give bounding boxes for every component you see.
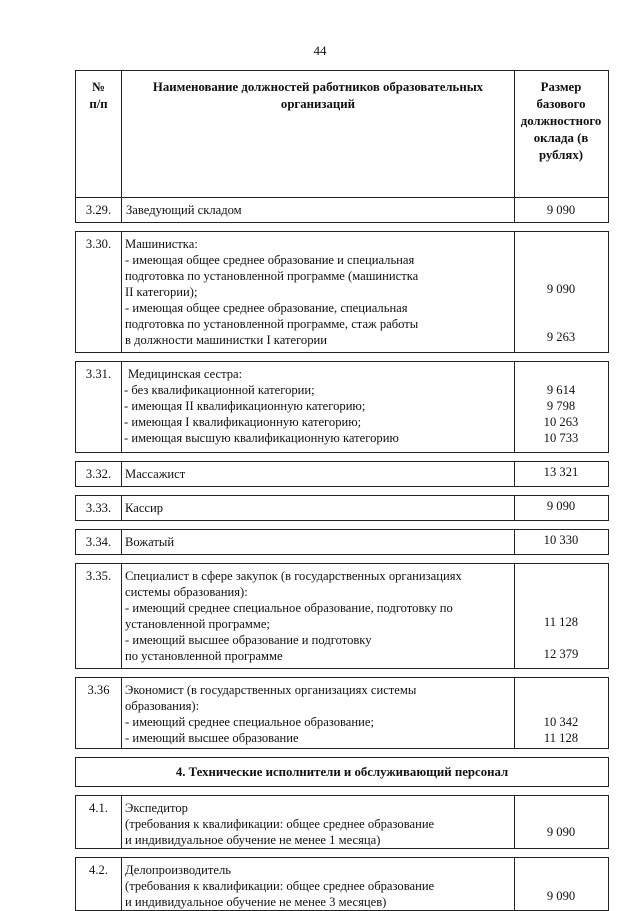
table-row <box>75 461 609 487</box>
row-title: Экономист (в государственных организациях системы образования): - имеющий среднее специальное образование; - имеющий высшее образование <box>125 683 417 745</box>
row-salary: 9 090 <box>546 499 576 513</box>
row-num: 3.32. <box>85 467 112 481</box>
row-num: 3.31. <box>85 367 112 381</box>
salary-table <box>75 70 609 911</box>
row-title: Медицинская сестра: - без квалификационной категории; - имеющая II квалификационную категорию; - имеющая I квалификационную категорию; - имеющая высшую квалификационную категорию <box>124 367 399 445</box>
header-name: Наименование должностей работников образовательных организаций <box>152 80 484 111</box>
table-row <box>75 529 609 555</box>
row-salary: 10 342 11 128 <box>543 715 579 745</box>
row-salary: 9 090 <box>546 825 576 839</box>
table-row <box>75 361 609 453</box>
table-row <box>75 231 609 353</box>
row-num: 4.2. <box>89 863 108 877</box>
row-num: 3.30. <box>85 237 112 251</box>
section-header <box>75 757 609 787</box>
row-salary: 13 321 <box>543 465 579 479</box>
row-num: 3.29. <box>85 203 112 217</box>
row-num: 3.34. <box>85 535 112 549</box>
row-salary: 11 128 12 379 <box>543 615 579 661</box>
table-row <box>75 563 609 669</box>
table-row <box>75 677 609 749</box>
row-num: 3.35. <box>85 569 112 583</box>
row-salary: 10 330 <box>543 533 579 547</box>
row-salary: 9 090 <box>546 203 576 217</box>
row-title: Машинистка: - имеющая общее среднее образование и специальная подготовка по установленной программе (машинистка II категории); - имеющая общее среднее образование, специальная подготовка по установленной программе, стаж работы в должности машинистки I категории <box>125 237 419 347</box>
row-num: 3.33. <box>85 501 112 515</box>
row-salary: 9 090 <box>546 889 576 903</box>
row-title: Специалист в сфере закупок (в государственных организациях системы образования): - имеющий среднее специальное образование, подготовку по установленной программе; - имеющий высшее образование и подготовку по установленной программе <box>125 569 462 663</box>
row-title: Вожатый <box>125 535 175 549</box>
table-row <box>75 857 609 911</box>
row-salary: 9 614 9 798 10 263 10 733 <box>543 383 579 445</box>
header-salary: Размер базового должностного оклада (в рублях) <box>520 80 602 162</box>
table-row <box>75 495 609 521</box>
row-title: Массажист <box>125 467 186 481</box>
row-title: Экспедитор (требования к квалификации: общее среднее образование и индивидуальное обучение не менее 1 месяца) <box>125 801 435 847</box>
table-header <box>75 71 609 198</box>
row-num: 3.36 <box>87 683 110 697</box>
row-num: 4.1. <box>89 801 108 815</box>
row-title: Заведующий складом <box>126 203 242 217</box>
row-salary: 9 090 9 263 <box>546 282 576 344</box>
table-row <box>75 795 609 849</box>
page-number: 44 <box>313 43 327 58</box>
section-title: 4. Технические исполнители и обслуживающий персонал <box>175 765 509 779</box>
table-row <box>75 198 609 223</box>
header-num: № п/п <box>89 80 108 111</box>
row-title: Кассир <box>125 501 164 515</box>
row-title: Делопроизводитель (требования к квалификации: общее среднее образование и индивидуальное обучение не менее 3 месяцев) <box>125 863 435 909</box>
